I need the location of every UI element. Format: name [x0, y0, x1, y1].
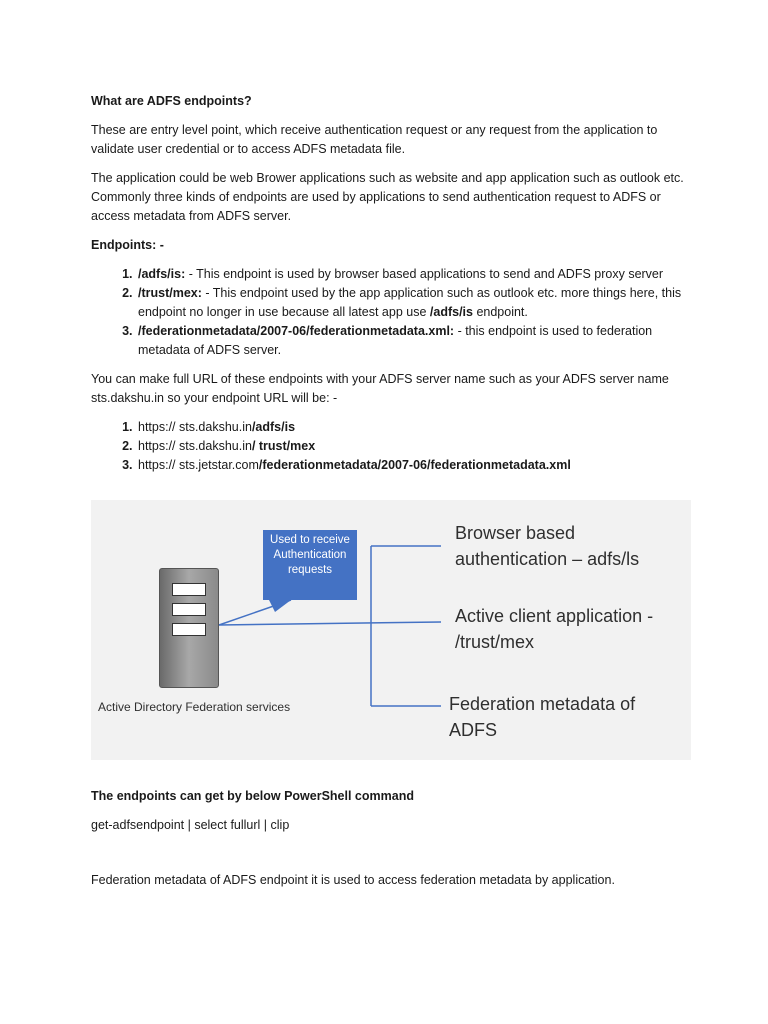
server-slot [172, 623, 206, 636]
powershell-section [91, 787, 691, 900]
powershell-heading: The endpoints can get by below PowerShell command [91, 789, 414, 803]
callout-box: Used to receive Authentication requests [263, 530, 357, 600]
callout-tail [269, 600, 291, 612]
list-item: 3. https:// sts.jetstar.com/federationmetadata/2007-06/federationmetadata.xml [136, 456, 691, 475]
application-paragraph: The application could be web Brower applications such as website and app application such as outlook etc. Commonly three kinds of endpoints are used by applications to send authentication request to ADFS or access metadata from ADFS server. [91, 171, 684, 223]
intro-paragraph: These are entry level point, which receive authentication request or any request from the application to validate user credential or to access ADFS metadata file. [91, 123, 658, 156]
label-active-client: Active client application - /trust/mex [455, 606, 654, 652]
label-browser-auth: Browser based authentication – adfs/ls [455, 523, 640, 569]
list-item: 2. /trust/mex: - This endpoint used by the app application such as outlook etc. more things here, this endpoint no longer in use because all latest app use /adfs/is endpoint. [136, 284, 691, 322]
federation-paragraph: Federation metadata of ADFS endpoint it is used to access federation metadata by application. [91, 873, 615, 887]
server-icon [159, 568, 219, 688]
document-body [91, 92, 691, 485]
list-item: 3. /federationmetadata/2007-06/federationmetadata.xml: - this endpoint is used to federation metadata of ADFS server. [136, 322, 691, 360]
url-paragraph: You can make full URL of these endpoints with your ADFS server name such as your ADFS server name sts.dakshu.in so your endpoint URL will be: - [91, 372, 669, 405]
adfs-diagram [91, 500, 691, 760]
diagram-caption: Active Directory Federation services [98, 700, 291, 714]
powershell-command: get-adfsendpoint | select fullurl | clip [91, 818, 290, 832]
endpoints-list [91, 265, 691, 360]
endpoints-label: Endpoints: - [91, 238, 164, 252]
list-item: 1. https:// sts.dakshu.in/adfs/is [136, 418, 691, 437]
server-slot [172, 603, 206, 616]
server-slot [172, 583, 206, 596]
section-heading: What are ADFS endpoints? [91, 94, 252, 108]
url-list [91, 418, 691, 475]
list-item: 2. https:// sts.dakshu.in/ trust/mex [136, 437, 691, 456]
label-federation-metadata: Federation metadata of ADFS [449, 694, 636, 740]
list-item: 1. /adfs/is: - This endpoint is used by browser based applications to send and ADFS proxy server [136, 265, 691, 284]
